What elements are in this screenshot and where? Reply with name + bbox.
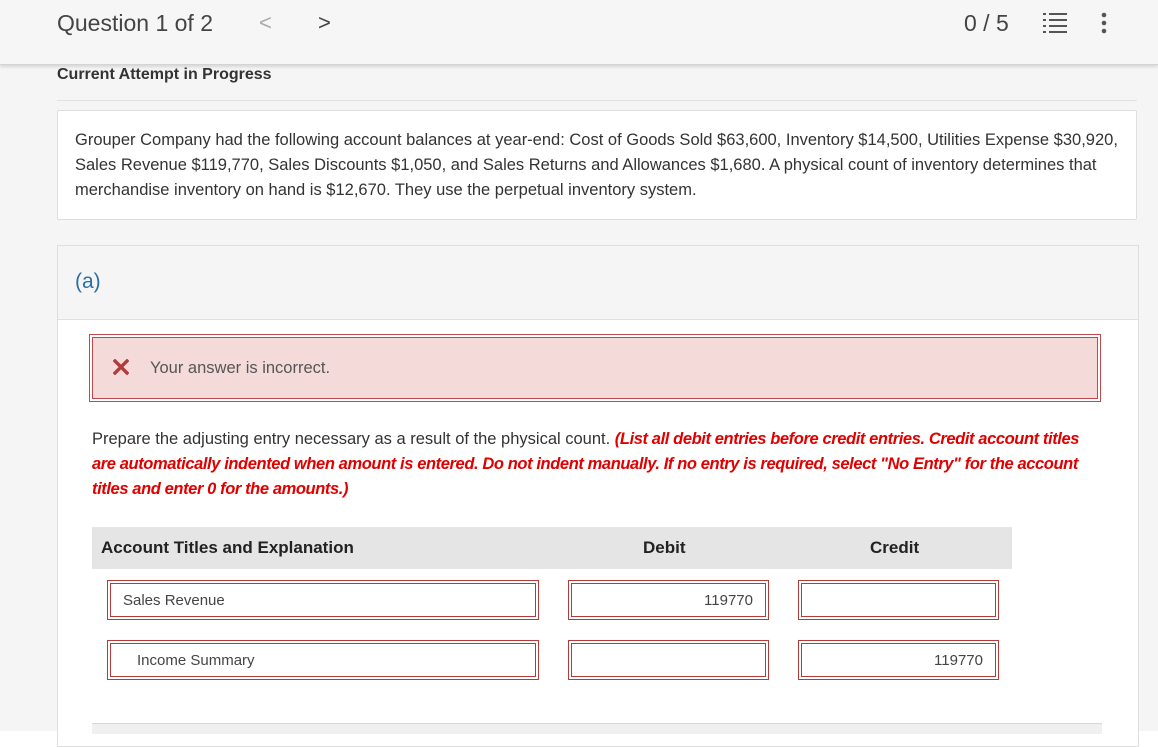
account-title-value: Sales Revenue	[123, 592, 225, 609]
question-panel	[57, 110, 1137, 220]
account-title-value: Income Summary	[137, 652, 255, 669]
instructions	[92, 427, 1102, 502]
next-section-edge	[92, 723, 1102, 734]
question-text: Grouper Company had the following account balances at year-end: Cost of Goods Sold $63,600, Inventory $14,500, Utilities Expense $30,920, Sales Revenue $119,770, Sales Discounts $1,050, and Sales Returns and Allowances $1,680. A physical count of inventory determines that merchandise inventory on hand is $12,670. They use the perpetual inventory system.	[75, 131, 1118, 199]
instructions-text: Prepare the adjusting entry necessary as a result of the physical count.	[92, 430, 611, 448]
part-label: (a)	[75, 270, 101, 293]
debit-input-row2[interactable]	[571, 643, 766, 677]
column-header-account: Account Titles and Explanation	[101, 538, 354, 557]
part-header	[58, 246, 1138, 320]
divider	[57, 100, 1137, 101]
instructions-emphasis: (List all debit entries before credit entries. Credit account titles are automatically indented when amount is entered. Do not indent manually. If no entry is required, select "No Entry" for the account titles and enter 0 for the amounts.)	[92, 430, 1080, 498]
account-title-input-row1[interactable]	[110, 583, 536, 617]
question-counter: Question 1 of 2	[57, 10, 213, 36]
x-icon	[113, 359, 129, 380]
next-question-button[interactable]: >	[318, 10, 331, 35]
credit-input-row2[interactable]	[801, 643, 996, 677]
feedback-banner	[92, 337, 1098, 399]
debit-value: 119770	[704, 592, 753, 609]
account-title-input-row2[interactable]	[110, 643, 536, 677]
column-header-debit: Debit	[643, 538, 686, 557]
more-vertical-icon[interactable]	[1100, 12, 1108, 39]
previous-question-button[interactable]: <	[259, 10, 272, 35]
score-display: 0 / 5	[964, 10, 1009, 36]
part-a-panel	[57, 245, 1139, 747]
credit-input-row1[interactable]	[801, 583, 996, 617]
credit-value: 119770	[934, 652, 983, 669]
feedback-text: Your answer is incorrect.	[150, 359, 331, 377]
list-icon[interactable]	[1043, 12, 1067, 39]
attempt-status: Current Attempt in Progress	[57, 66, 272, 83]
debit-input-row1[interactable]	[571, 583, 766, 617]
top-bar	[0, 0, 1158, 65]
column-header-credit: Credit	[870, 538, 920, 557]
journal-table-header	[92, 527, 1012, 569]
